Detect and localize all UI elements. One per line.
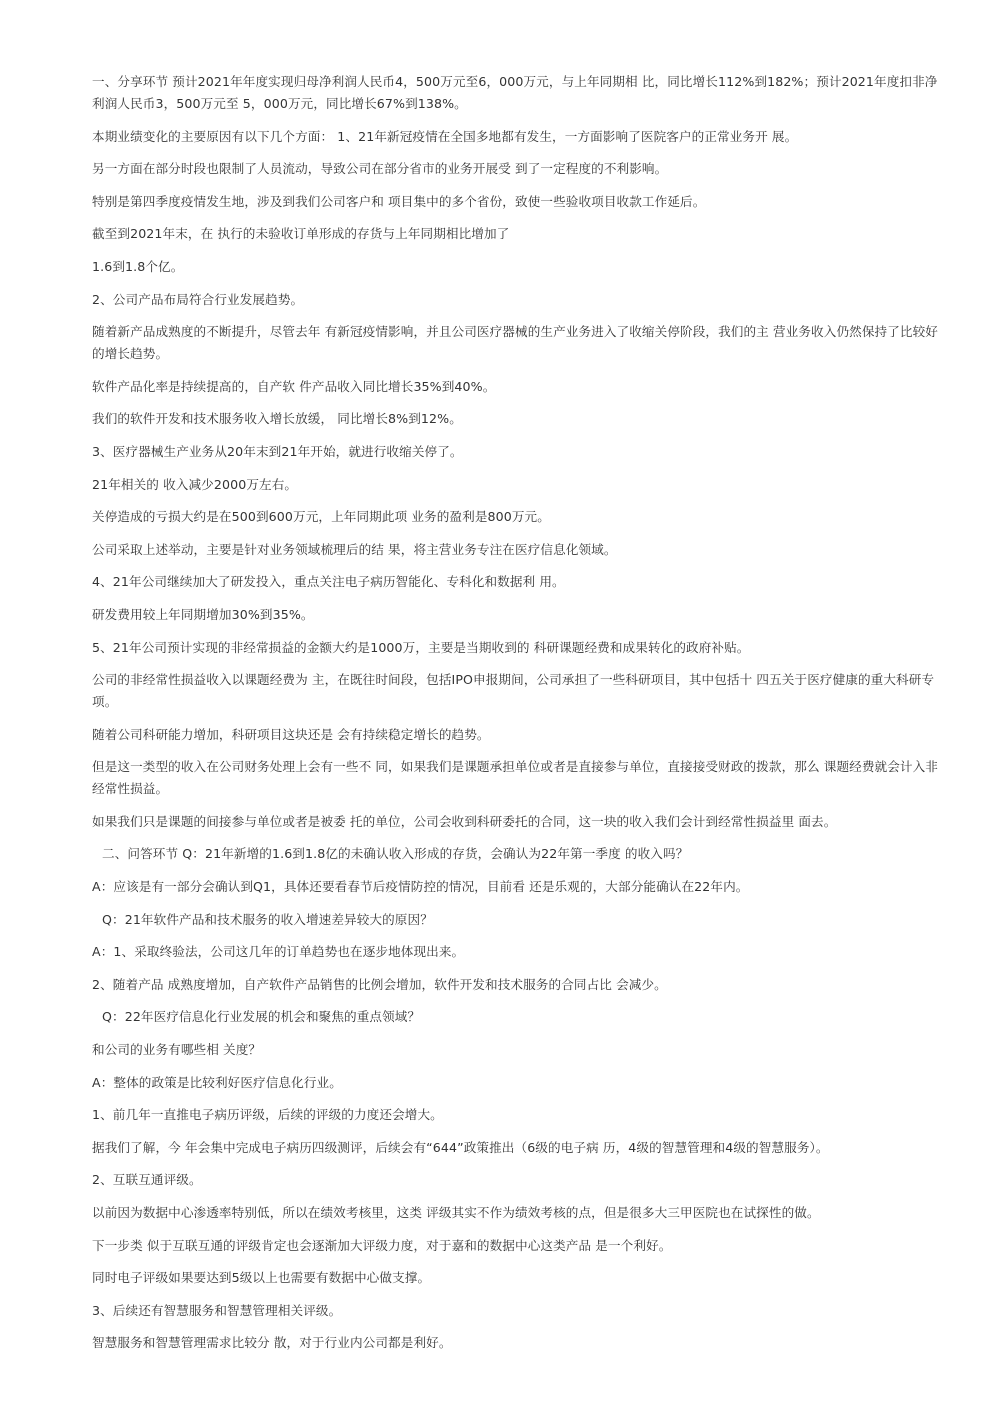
paragraph: 研发费用较上年同期增加30%到35%。	[92, 606, 314, 622]
paragraph: 2、公司产品布局符合行业发展趋势。	[92, 291, 304, 307]
paragraph: 随着新产品成熟度的不断提升，尽管去年 有新冠疫情影响，并且公司医疗器械的生产业务进入了收缩关停阶段，我们的主 营业务收入仍然保持了比较好的增长趋势。	[92, 324, 938, 362]
paragraph: 4、21年公司继续加大了研发投入，重点关注电子病历智能化、专科化和数据利 用。	[92, 574, 565, 590]
paragraph: 1.6到1.8个亿。	[92, 258, 184, 274]
paragraph: 2、随着产品 成熟度增加，自产软件产品销售的比例会增加，软件开发和技术服务的合同占比 会减少。	[92, 976, 667, 992]
paragraph: 3、医疗器械生产业务从20年末到21年开始，就进行收缩关停了。	[92, 443, 463, 459]
paragraph: 据我们了解，今 年会集中完成电子病历四级测评，后续会有“644”政策推出（6级的电子病 历，4级的智慧管理和4级的智慧服务）。	[92, 1139, 829, 1155]
paragraph: 和公司的业务有哪些相 关度？	[92, 1042, 262, 1058]
paragraph: 随着公司科研能力增加，科研项目这块还是 会有持续稳定增长的趋势。	[92, 726, 490, 742]
paragraph: 公司的非经常性损益收入以课题经费为 主，在既往时间段，包括IPO申报期间，公司承担了一些科研项目，其中包括十 四五关于医疗健康的重大科研专项。	[92, 672, 935, 710]
paragraph: 关停造成的亏损大约是在500到600万元，上年同期此项 业务的盈利是800万元。	[92, 509, 550, 525]
paragraph: 但是这一类型的收入在公司财务处理上会有一些不 同，如果我们是课题承担单位或者是直接参与单位，直接接受财政的拨款，那么 课题经费就会计入非经常性损益。	[92, 759, 938, 797]
paragraph: 智慧服务和智慧管理需求比较分 散，对于行业内公司都是利好。	[92, 1335, 452, 1351]
paragraph: 2、互联互通评级。	[92, 1172, 202, 1188]
paragraph: 另一方面在部分时段也限制了人员流动，导致公司在部分省市的业务开展受 到了一定程度的不利影响。	[92, 161, 668, 177]
paragraph: 特别是第四季度疫情发生地，涉及到我们公司客户和 项目集中的多个省份，致使一些验收项目收款工作延后。	[92, 193, 706, 209]
paragraph: Q：21年软件产品和技术服务的收入增速差异较大的原因？	[102, 911, 433, 927]
paragraph: 同时电子评级如果要达到5级以上也需要有数据中心做支撑。	[92, 1270, 431, 1286]
paragraph: A：整体的政策是比较利好医疗信息化行业。	[92, 1074, 342, 1090]
document-body	[92, 71, 940, 1354]
paragraph: 以前因为数据中心渗透率特别低，所以在绩效考核里，这类 评级其实不作为绩效考核的点，但是很多大三甲医院也在试探性的做。	[92, 1205, 820, 1220]
paragraph: 21年相关的 收入减少2000万左右。	[92, 476, 298, 492]
paragraph: 截至到2021年末，在 执行的未验收订单形成的存货与上年同期相比增加了	[92, 226, 510, 242]
paragraph: A：1、采取终验法，公司这几年的订单趋势也在逐步地体现出来。	[92, 944, 465, 960]
paragraph: 下一步类 似于互联互通的评级肯定也会逐渐加大评级力度，对于嘉和的数据中心这类产品 是一个利好。	[92, 1237, 672, 1253]
paragraph: 1、前几年一直推电子病历评级，后续的评级的力度还会增大。	[92, 1107, 443, 1123]
paragraph: 一、分享环节 预计2021年年度实现归母净利润人民币4，500万元至6，000万元，与上年同期相 比，同比增长112%到182%；预计2021年度扣非净利润人民币3，500万元至 5，000万元，同比增长67%到138%。	[92, 74, 938, 111]
paragraph: 本期业绩变化的主要原因有以下几个方面： 1、21年新冠疫情在全国多地都有发生，一方面影响了医院客户的正常业务开 展。	[92, 128, 798, 144]
paragraph: Q：22年医疗信息化行业发展的机会和聚焦的重点领域？	[102, 1009, 421, 1025]
paragraph: 如果我们只是课题的间接参与单位或者是被委 托的单位，公司会收到科研委托的合同，这一块的收入我们会计到经常性损益里 面去。	[92, 813, 837, 829]
paragraph: 3、后续还有智慧服务和智慧管理相关评级。	[92, 1302, 342, 1318]
paragraph: 软件产品化率是持续提高的，自产软 件产品收入同比增长35%到40%。	[92, 378, 496, 394]
paragraph: 我们的软件开发和技术服务收入增长放缓， 同比增长8%到12%。	[92, 411, 462, 427]
paragraph: 公司采取上述举动，主要是针对业务领域梳理后的结 果，将主营业务专注在医疗信息化领域。	[92, 541, 617, 557]
paragraph: 5、21年公司预计实现的非经常损益的金额大约是1000万，主要是当期收到的 科研课题经费和成果转化的政府补贴。	[92, 639, 750, 655]
paragraph: 二、问答环节 Q：21年新增的1.6到1.8亿的未确认收入形成的存货，会确认为22年第一季度 的收入吗？	[102, 846, 689, 862]
paragraph: A：应该是有一部分会确认到Q1，具体还要看春节后疫情防控的情况，目前看 还是乐观的，大部分能确认在22年内。	[92, 879, 749, 895]
